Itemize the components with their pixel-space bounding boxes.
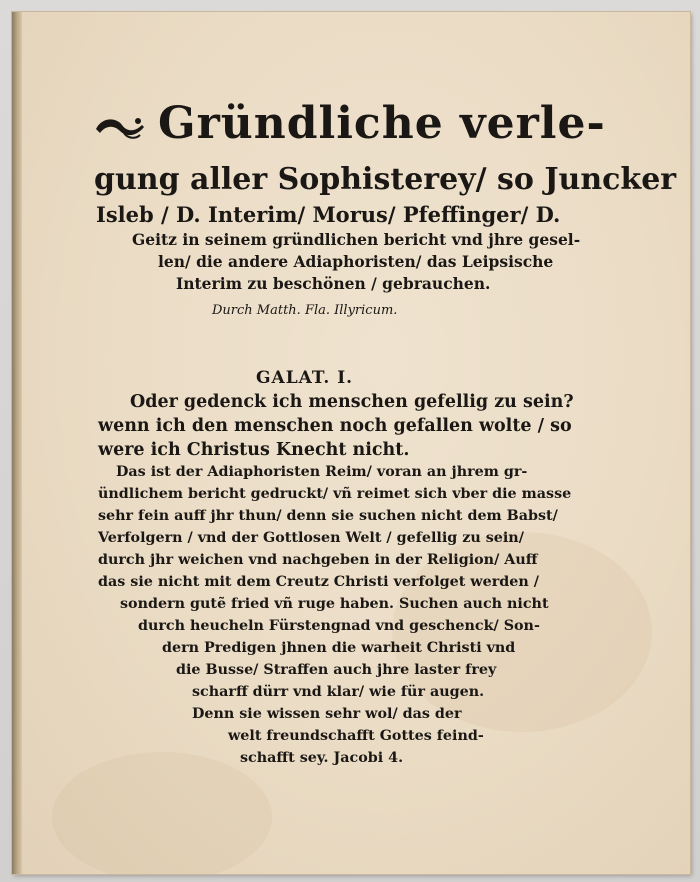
commentary-line: ündlichem bericht gedruckt/ vñ reimet sich vber die masse — [98, 486, 572, 502]
commentary-line: schafft sey. Jacobi 4. — [240, 750, 404, 766]
title-line-3: Isleb / D. Interim/ Morus/ Pfeffinger/ D. — [96, 202, 561, 227]
commentary-line: das sie nicht mit dem Creutz Christi verfolget werden / — [98, 574, 539, 590]
commentary-line: durch heucheln Fürstengnad vnd geschenck/ Son- — [138, 618, 540, 634]
fleuron-ornament-icon — [94, 113, 146, 141]
title-line-1 — [12, 98, 690, 149]
scripture-heading: GALAT. I. — [256, 368, 354, 388]
title-text-1: Gründliche verle- — [158, 98, 606, 149]
paper-stain — [52, 752, 272, 874]
commentary-line: Denn sie wissen sehr wol/ das der — [192, 706, 462, 722]
commentary-line: scharff dürr vnd klar/ wie für augen. — [192, 684, 485, 700]
scripture-line: Oder gedenck ich menschen gefellig zu sein? — [130, 392, 574, 412]
scripture-line: wenn ich den menschen noch gefallen wolte / so — [98, 416, 572, 436]
commentary-line: durch jhr weichen vnd nachgeben in der Religion/ Auff — [98, 552, 538, 568]
title-line-4: Geitz in seinem gründlichen bericht vnd jhre gesel- — [132, 230, 581, 249]
title-line-5: len/ die andere Adiaphoristen/ das Leipsische — [158, 252, 554, 271]
title-line-2: gung aller Sophisterey/ so Juncker — [94, 162, 677, 197]
commentary-line: welt freundschafft Gottes feind- — [228, 728, 484, 744]
scripture-line: were ich Christus Knecht nicht. — [98, 440, 410, 460]
title-line-6: Interim zu beschönen / gebrauchen. — [176, 274, 491, 293]
author-line: Durch Matth. Fla. Illyricum. — [212, 303, 398, 318]
title-page — [12, 12, 690, 874]
commentary-line: die Busse/ Straffen auch jhre laster frey — [176, 662, 497, 678]
commentary-line: Verfolgern / vnd der Gottlosen Welt / gefellig zu sein/ — [98, 530, 524, 546]
commentary-line: dern Predigen jhnen die warheit Christi vnd — [162, 640, 516, 656]
commentary-line: Das ist der Adiaphoristen Reim/ voran an jhrem gr- — [116, 464, 528, 480]
commentary-line: sondern gutẽ fried vñ ruge haben. Suchen auch nicht — [120, 596, 549, 612]
commentary-line: sehr fein auff jhr thun/ denn sie suchen nicht dem Babst/ — [98, 508, 558, 524]
